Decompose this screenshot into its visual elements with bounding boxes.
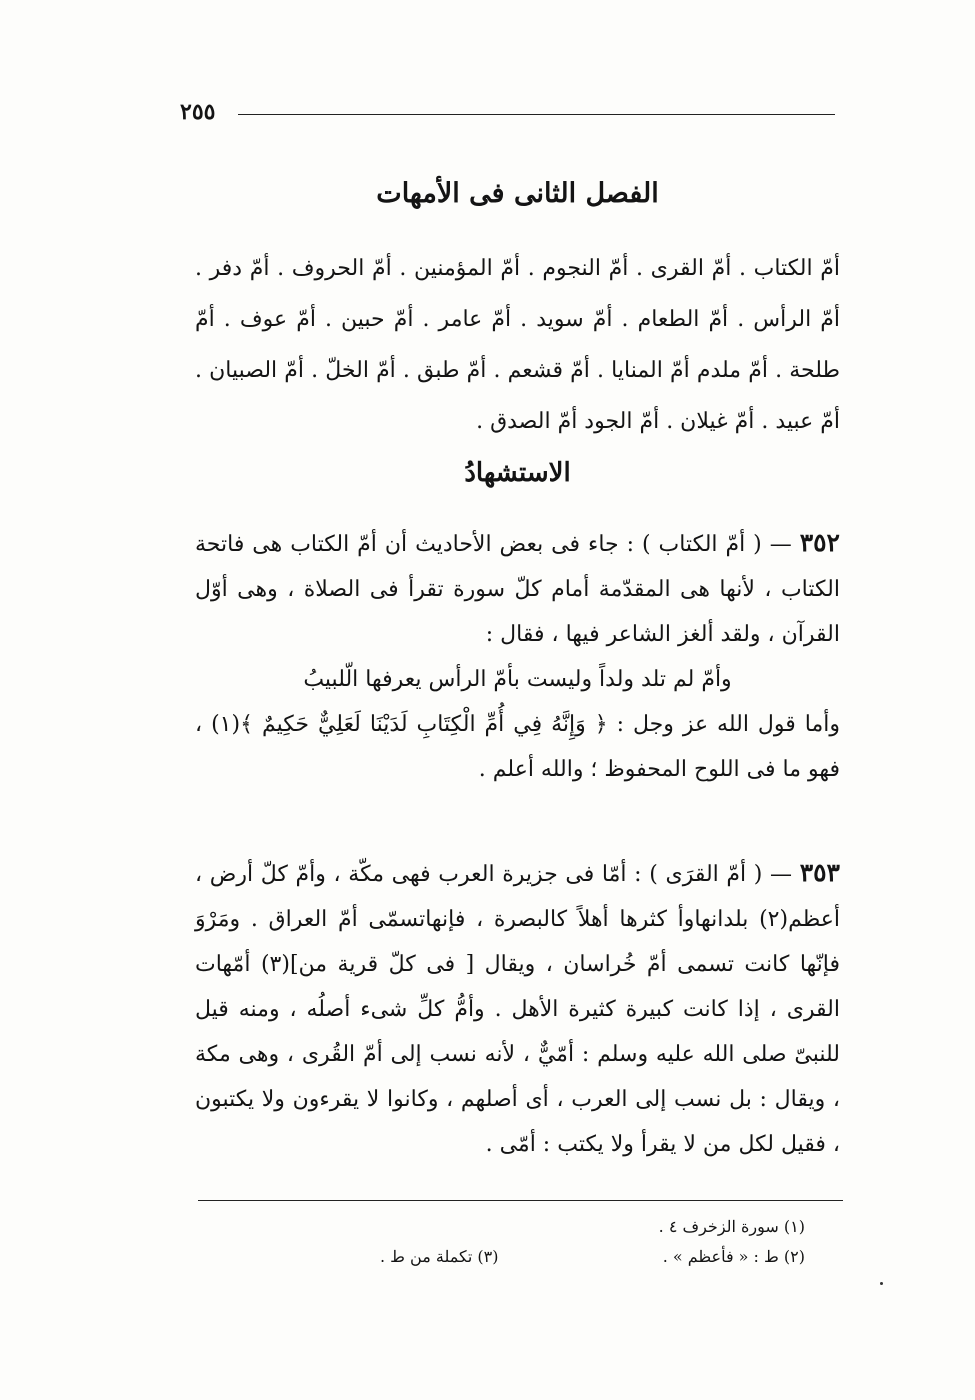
- header-rule: [238, 114, 835, 115]
- page-header: [180, 92, 835, 132]
- section-subtitle: الاستشهادُ: [464, 458, 571, 488]
- intro-paragraph: أمّ الكتاب . أمّ القرى . أمّ النجوم . أمّ المؤمنين . أمّ الحروف . أمّ دفر . أمّ الرأس . أمّ الطعام . أمّ سويد . أمّ عامر . أمّ حبين . أمّ عوف . أمّ طلحة . أمّ ملدم أمّ المنايا . أمّ قشعم . أمّ طبق . أمّ الخلّ . أمّ الصبيان . أمّ عبيد . أمّ غيلان . أمّ الجود أمّ الصدق .: [195, 256, 840, 434]
- footnotes: [380, 1212, 805, 1272]
- entry-352-quran: وأما قول الله عز وجل : ﴿ وَإِنَّهُ فِي أُمِّ الْكِتَابِ لَدَيْنَا لَعَلِيٌّ حَكِيمٌ ﴾(١) ، فهو ما فى اللوح المحفوظ ؛ والله أعلم .: [195, 712, 840, 782]
- footnote-2: (٢) ط : « فأعظم » .: [662, 1247, 805, 1266]
- entry-text: — ( أمّ الكتاب ) : جاء فى بعض الأحاديث أن أمّ الكتاب هى فاتحة الكتاب ، لأنها هى المقدّمة أمام كلّ سورة تقرأ فى الصلاة ، وهى أوّل القرآن ، ولقد ألغز الشاعر فيها ، فقال :: [195, 532, 840, 647]
- chapter-title: الفصل الثانى فى الأمهات: [376, 178, 659, 209]
- page-number: ٢٥٥: [180, 99, 216, 125]
- entry-352-text: [195, 520, 840, 657]
- footnote-1: (١) سورة الزخرف ٤ .: [658, 1217, 805, 1236]
- footnote-3: (٣) تكملة من ط .: [380, 1247, 499, 1266]
- entry-number: ٣٥٢: [799, 528, 840, 557]
- scan-speck: [880, 1282, 883, 1285]
- entry-number: ٣٥٣: [799, 858, 840, 887]
- entry-353: [195, 850, 840, 1167]
- footnote-row-1: [380, 1212, 805, 1242]
- entry-text: — ( أمّ القرَى ) : أمّا فى جزيرة العرب فهى مكّة ، وأمّ كلّ أرض ، أعظم(٢) بلدانهاوأ كثرها أهلاً كالبصرة ، فإنهاتسمّى أمّ العراق . ومَرْوَ فإنّها كانت تسمى أمّ خُراسان ، ويقال [ فى كلّ قرية من](٣) أمّهات القرى ، إذا كانت كبيرة كثيرة الأهل . وأمُّ كلِّ شىء أصلُه ، ومنه قيل للنبىّ صلى الله عليه وسلم : أمّيٌّ ، لأنه نسب إلى أمّ القُرى ، وهى مكة ، ويقال : بل نسب إلى العرب ، أى أصلهم ، وكانوا لا يقرءون ولا يكتبون ، فقيل لكل من لا يقرأ ولا يكتب : أمّى .: [195, 862, 841, 1157]
- footnote-row-2: [380, 1242, 805, 1272]
- footnote-rule: [198, 1200, 843, 1201]
- entry-352: [195, 520, 840, 792]
- poetry-verse: وأمّ لم تلد ولداً وليست بأمّ الرأس يعرفها الّلبيبُ: [303, 667, 732, 692]
